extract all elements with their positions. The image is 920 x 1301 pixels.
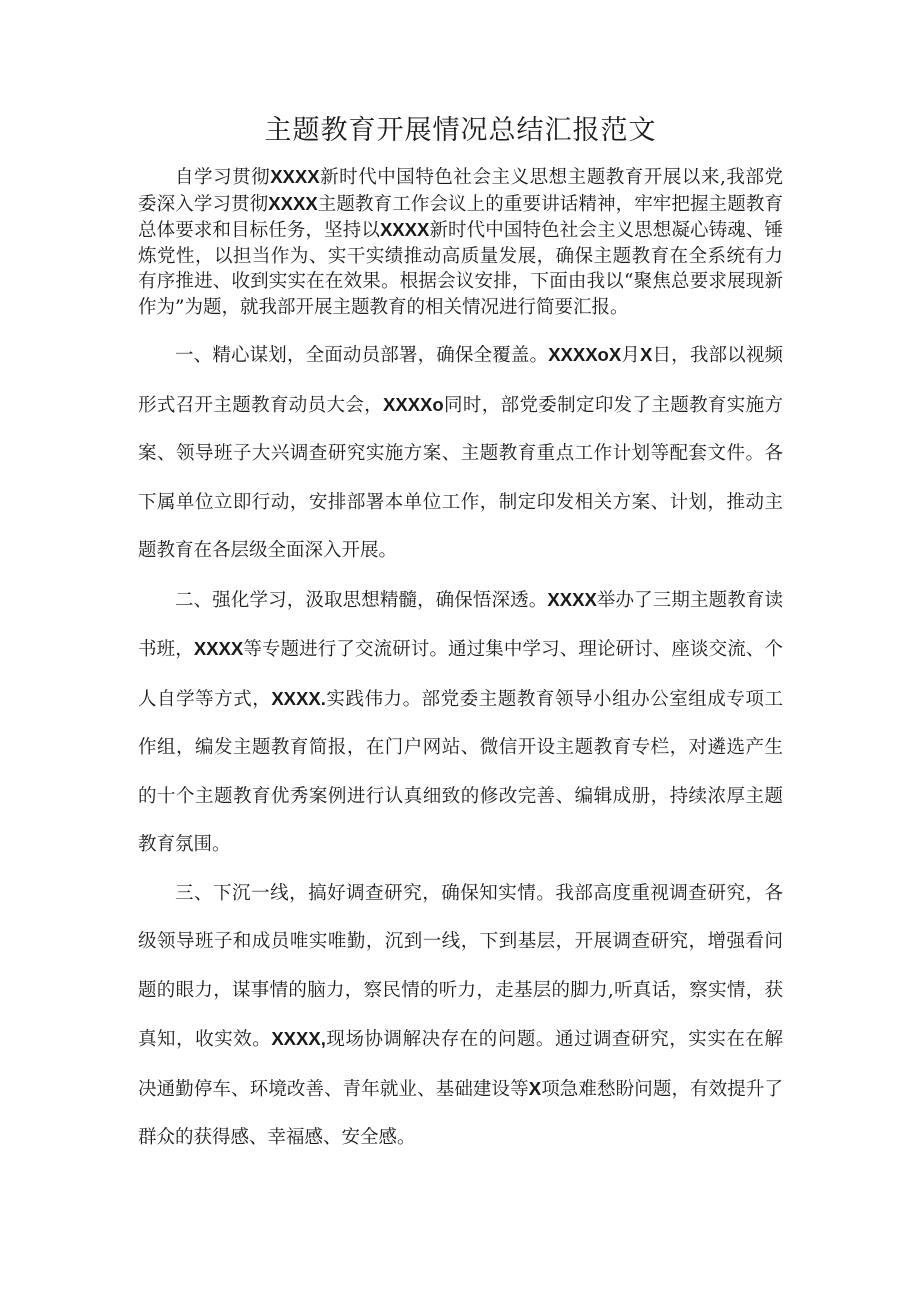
paragraph-text: 新时代中国特色社会主义思想凝心铸魂、锤炼党性，以担当作为、实干实绩推动高质量发展，确保主题教育在全系统有力有序推进、收到实实在在效果。根据会议安排，下面由我以“聚焦总要求展现新作为”为题，就我部开展主题教育的相关情况进行简要汇报。 <box>138 220 783 318</box>
paragraph-text: 新时代中国特色社会主义思想主题教育开展以来,我部党委深入学习贯彻 <box>138 167 783 215</box>
placeholder-text: XXXX <box>547 588 597 610</box>
placeholder-text: XXXXo <box>383 393 444 415</box>
paragraph-text: 同时，部党委制定印发了主题教育实施方案、领导班子大兴调查研究实施方案、主题教育重点工作计划等配套文件。各下属单位立即行动，安排部署本单位工作，制定印发相关方案、计划，推动主题教育在各层级全面深入开展。 <box>138 394 783 561</box>
placeholder-text: XXXX <box>270 166 320 187</box>
paragraph-text: 举办了三期主题教育读书班， <box>138 589 783 660</box>
document-title: 主题教育开展情况总结汇报范文 <box>264 115 657 146</box>
placeholder-text: XXXX, <box>271 1028 326 1049</box>
paragraph-text: 现场协调解决存在的问题。通过调查研究，实实在在解决通勤停车、环境改善、青年就业、基础建设等 <box>138 1029 783 1100</box>
placeholder-text: XXXXoX <box>548 344 622 365</box>
section-3-paragraph <box>138 870 783 1163</box>
paragraph-text: 等专题进行了交流研讨。通过集中学习、理论研讨、座谈交流、个人自学等方式， <box>138 639 783 710</box>
paragraph-text: 二、强化学习，汲取思想精髓，确保悟深透。 <box>175 589 548 611</box>
paragraph-text: 三、下沉一线，搞好调查研究，确保知实情。我部高度重视调查研究，各级领导班子和成员唯实唯勤，沉到一线，下到基层，开展调查研究，增强看问题的眼力，谋事情的脑力，察民情的听力，走基层的脚力,听真话，察实情，获真知，收实效。 <box>138 882 783 1050</box>
paragraph-text: 日，我部以视频形式召开主题教育动员大会， <box>138 345 783 416</box>
placeholder-text: XXXX <box>193 638 244 659</box>
section-2-paragraph <box>138 576 783 870</box>
placeholder-text: XXXX. <box>271 687 326 709</box>
placeholder-text: X <box>640 344 653 365</box>
paragraph-text: 主题教育工作会议上的重要讲话精神，牢牢把握主题教育总体要求和目标任务，坚持以 <box>138 193 783 241</box>
paragraph-text: 月 <box>621 345 641 366</box>
paragraph-text: 一、精心谋划，全面动员部署，确保全覆盖。 <box>175 345 549 366</box>
section-1-paragraph <box>138 331 783 576</box>
paragraph-text: 自学习贯彻 <box>175 167 271 188</box>
paragraph-text: 实践伟力。部党委主题教育领导小组办公室组成专项工作组，编发主题教育简报，在门户网站、微信开设主题教育专栏，对遴选产生的十个主题教育优秀案例进行认真细致的修改完善、编辑成册，持续浓厚主题教育氛围。 <box>138 688 783 855</box>
placeholder-text: X <box>528 1077 542 1099</box>
placeholder-text: XXXX <box>379 219 430 240</box>
paragraph-text: 项急难愁盼问题，有效提升了群众的获得感、幸福感、安全感。 <box>138 1078 783 1148</box>
intro-paragraph <box>138 164 783 320</box>
placeholder-text: XXXX <box>268 192 318 214</box>
